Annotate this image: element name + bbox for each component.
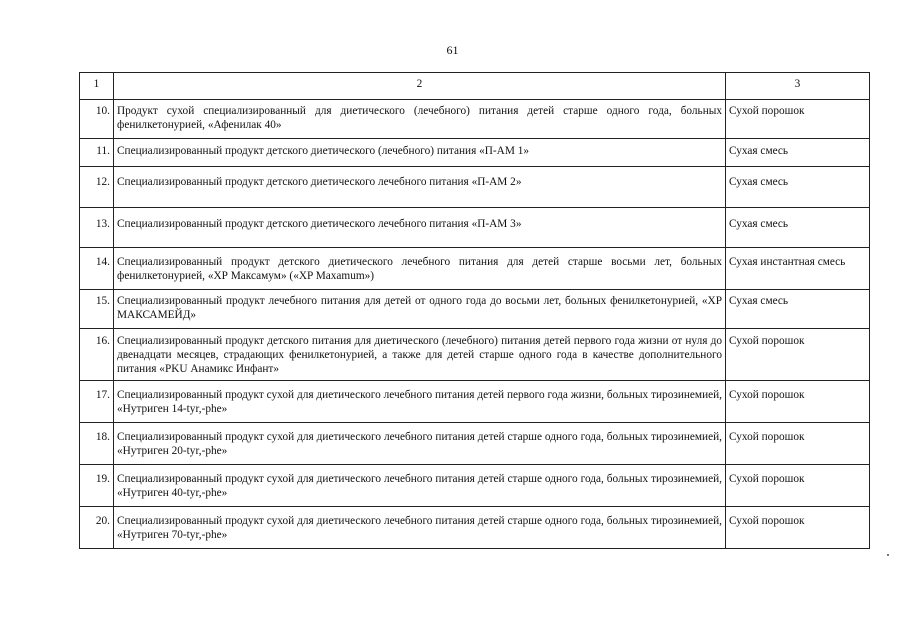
column-header-3: 3 bbox=[726, 73, 870, 100]
table-row bbox=[80, 208, 870, 248]
row-number: 16. bbox=[80, 329, 114, 381]
product-description: Специализированный продукт детского диетического лечебного питания для детей старше восьми лет, больных фенилкетонурией, «ХР Максамум» («XP Maxamum») bbox=[114, 248, 726, 290]
product-description: Специализированный продукт детского диетического лечебного питания «П-АМ 3» bbox=[114, 208, 726, 248]
table-row bbox=[80, 290, 870, 329]
product-form: Сухая смесь bbox=[726, 290, 870, 329]
product-form: Сухая смесь bbox=[726, 208, 870, 248]
products-table bbox=[79, 72, 870, 549]
row-number: 11. bbox=[80, 139, 114, 167]
table-row bbox=[80, 465, 870, 507]
product-description: Специализированный продукт детского диетического лечебного питания «П-АМ 2» bbox=[114, 167, 726, 208]
product-description: Продукт сухой специализированный для диетического (лечебного) питания детей старше одного года, больных фенилкетонурией, «Афенилак 40» bbox=[114, 100, 726, 139]
table-row bbox=[80, 423, 870, 465]
product-description: Специализированный продукт сухой для диетического лечебного питания детей старше одного года, больных тирозинемией, «Нутриген 20-tyr,-phe» bbox=[114, 423, 726, 465]
table-row bbox=[80, 381, 870, 423]
column-header-1: 1 bbox=[80, 73, 114, 100]
product-form: Сухой порошок bbox=[726, 381, 870, 423]
product-form: Сухой порошок bbox=[726, 465, 870, 507]
row-number: 20. bbox=[80, 507, 114, 549]
row-number: 19. bbox=[80, 465, 114, 507]
product-form: Сухой порошок bbox=[726, 100, 870, 139]
product-description: Специализированный продукт лечебного питания для детей от одного года до восьми лет, больных фенилкетонурией, «ХР МАКСАМЕЙД» bbox=[114, 290, 726, 329]
scan-speck bbox=[887, 554, 889, 556]
product-form: Сухой порошок bbox=[726, 507, 870, 549]
row-number: 18. bbox=[80, 423, 114, 465]
row-number: 15. bbox=[80, 290, 114, 329]
table-row bbox=[80, 139, 870, 167]
table-row bbox=[80, 248, 870, 290]
table-row bbox=[80, 329, 870, 381]
product-form: Сухой порошок bbox=[726, 423, 870, 465]
column-header-2: 2 bbox=[114, 73, 726, 100]
product-description: Специализированный продукт детского диетического (лечебного) питания «П-АМ 1» bbox=[114, 139, 726, 167]
table-header-row bbox=[80, 73, 870, 100]
row-number: 13. bbox=[80, 208, 114, 248]
row-number: 12. bbox=[80, 167, 114, 208]
table-row bbox=[80, 100, 870, 139]
product-form: Сухая смесь bbox=[726, 167, 870, 208]
product-description: Специализированный продукт сухой для диетического лечебного питания детей старше одного года, больных тирозинемией, «Нутриген 40-tyr,-phe» bbox=[114, 465, 726, 507]
row-number: 10. bbox=[80, 100, 114, 139]
product-description: Специализированный продукт сухой для диетического лечебного питания детей первого года жизни, больных тирозинемией, «Нутриген 14-tyr,-phe» bbox=[114, 381, 726, 423]
product-description: Специализированный продукт сухой для диетического лечебного питания детей старше одного года, больных тирозинемией, «Нутриген 70-tyr,-phe» bbox=[114, 507, 726, 549]
product-form: Сухой порошок bbox=[726, 329, 870, 381]
product-form: Сухая смесь bbox=[726, 139, 870, 167]
page-number: 61 bbox=[446, 43, 459, 57]
product-description: Специализированный продукт детского питания для диетического (лечебного) питания детей первого года жизни от нуля до двенадцати месяцев, страдающих фенилкетонурией, а также для детей старше одного года в качестве дополнительного питания «PKU Анамикс Инфант» bbox=[114, 329, 726, 381]
product-form: Сухая инстантная смесь bbox=[726, 248, 870, 290]
table-row bbox=[80, 167, 870, 208]
row-number: 14. bbox=[80, 248, 114, 290]
row-number: 17. bbox=[80, 381, 114, 423]
table-row bbox=[80, 507, 870, 549]
